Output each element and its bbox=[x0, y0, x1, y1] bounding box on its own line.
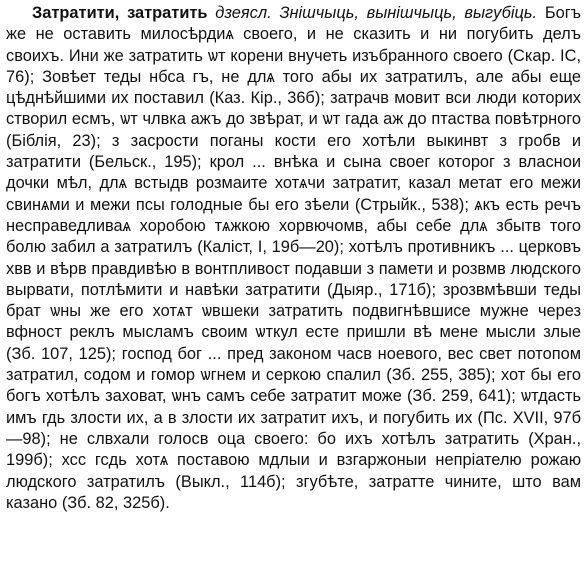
grammar-label: дзеясл. bbox=[215, 4, 272, 22]
dictionary-entry bbox=[6, 3, 581, 514]
entry-citations: Богъ же не оставить милосѣрдиѧ своего, и не сказить и ни погубить делъ своихъ. Ини же затратить ѡт корени внучеть изъбранного своего (Скар. IС, 76); Зовѣет теды нбса гъ, не длѧ того абы их затратилъ, але абы еще цѣднѣйшими их поставил (Каз. Кір., 36б); затрачв мовит вси люди которих створил есмъ, ѡт члвка ажъ до звѣрат, и ѡт гада аж до птаства повѣтрного (Біблія, 23); з засрости поганы кости его хотѣли выкинвт з гробв и затратити (Бельск., 195); крол ... внѣка и сына своег которог з власнои дочки мѣл, длѧ встыдв розмаите хотѧчи затратит, казал метат его межи свинѧми и межи псы голодные бы его зѣели (Стрыйк., 538); ѧкъ есть речъ несправедливаѧ хоробою тѧжкою хорвючомв, абы себе длѧ збытв того болю забил а затратилъ (Каліст, І, 19б—20); хотѣлъ противникъ ... церковъ хвв и вѣрв правдивѣю в вонтпливост подавши з памети и розвмв людского вырвати, потлѣмити и навѣки затратити (Дыяр., 171б); зрозвмѣвши теды брат ѡны же его хотѧт ѡвшеки затратить подвигнѣвшисе мужне через вфност реклъ мысламъ своим ѡткул есте пришли вѣ мене мысли злые (Зб. 107, 125); господ бог ... пред законом часв ноевого, вес свет потопом затратил, содом и гомор ѡгнем и серкою спалил (Зб. 255, 385); хот бы его богъ хотѣлъ заховат, ѡнъ самъ себе затратит може (Зб. 259, 641); ѡтдасть имъ гдь злости их, а в злости их затратит ихъ, и погубить их (Пс. XVII, 97б—98); не слвхали голосв оца своего: бо ихъ хотѣлъ затратить (Хран., 199б); хсс гсдь хотѧ поставою мдлыи и взгаржоныи непріателю рожаю людского затратилъ (Выкл., 114б); згубѣте, затратте чините, што вам казано (Зб. 82, 325б). bbox=[6, 4, 581, 512]
entry-headword: Затратити, затратить bbox=[32, 4, 208, 22]
entry-definition: Знішчыць, вынішчыць, выгубіць. bbox=[279, 4, 538, 22]
